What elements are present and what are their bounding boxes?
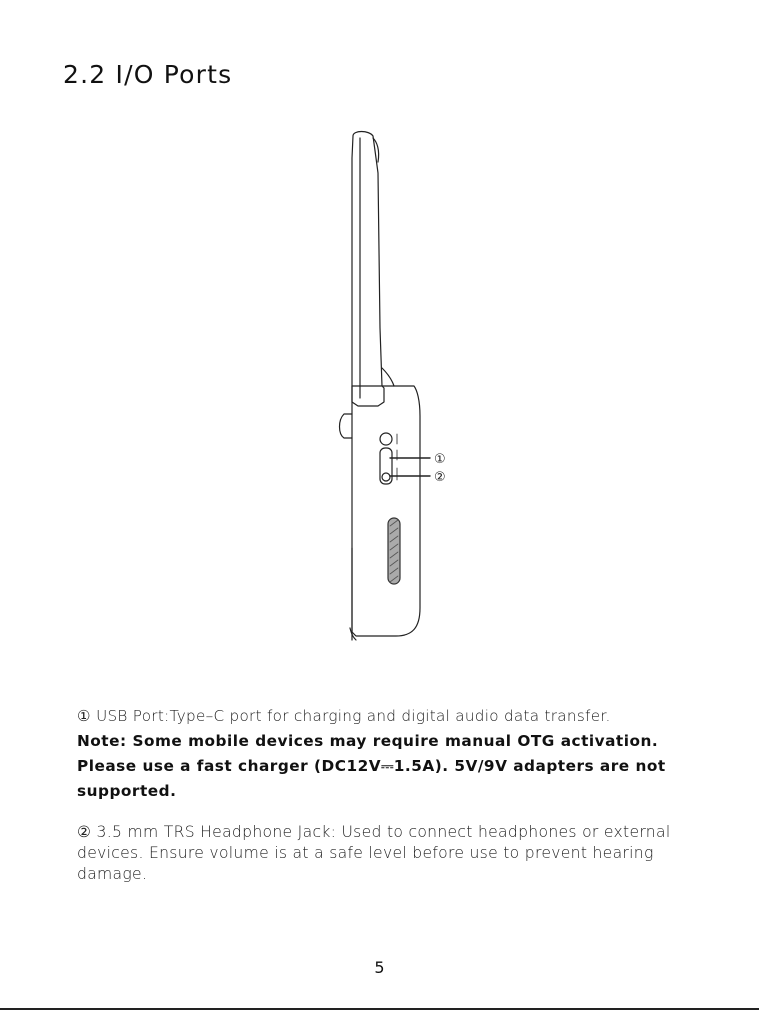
section-title: 2.2 I/O Ports bbox=[63, 60, 233, 89]
usb-text: USB Port:Type–C port for charging and digital audio data transfer. bbox=[96, 707, 611, 725]
callout-1-marker: ① bbox=[434, 452, 446, 467]
aux-port bbox=[380, 433, 392, 445]
usb-marker: ① bbox=[77, 707, 91, 725]
jack-marker: ② bbox=[77, 823, 92, 841]
device-stand-arm bbox=[352, 132, 384, 407]
device-main-body bbox=[352, 386, 420, 636]
bottom-divider bbox=[0, 1008, 759, 1010]
device-side-view-illustration bbox=[322, 128, 472, 644]
usb-description bbox=[77, 704, 727, 729]
otg-note: Note: Some mobile devices may require manual OTG activation. bbox=[77, 732, 659, 750]
headphone-jack bbox=[382, 473, 390, 481]
jack-text: 3.5 mm TRS Headphone Jack: Used to connect headphones or external devices. Ensure volume is at a safe level before use to prevent hearing damage. bbox=[77, 823, 671, 883]
device-side-button bbox=[340, 414, 353, 438]
page-number: 5 bbox=[374, 958, 385, 977]
jack-description bbox=[77, 822, 727, 885]
callout-2-marker: ② bbox=[434, 470, 446, 485]
charger-note: Please use a fast charger (DC12V⎓1.5A). 5V/9V adapters are not supported. bbox=[77, 757, 666, 800]
port-descriptions bbox=[77, 704, 727, 885]
